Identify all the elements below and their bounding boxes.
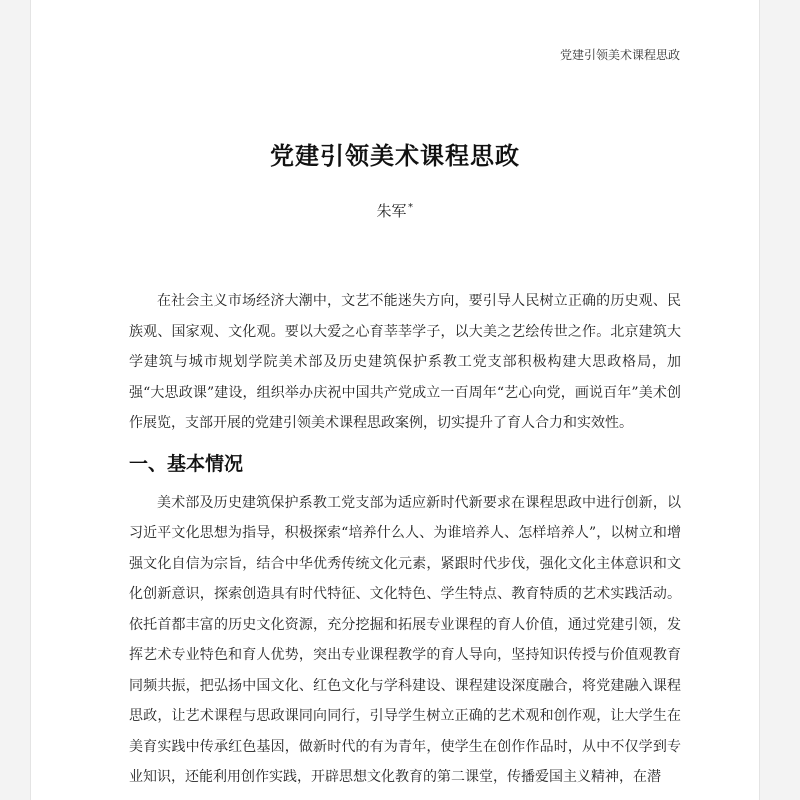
section-heading: 一、基本情况 <box>129 452 244 475</box>
article-title: 党建引领美术课程思政 <box>270 141 520 170</box>
author-footnote-mark: * <box>407 202 414 213</box>
abstract-paragraph: 在社会主义市场经济大潮中，文艺不能迷失方向，要引导人民树立正确的历史观、民族观、国家观、文化观。要以大爱之心育莘莘学子，以大美之艺绘传世之作。北京建筑大学建筑与城市规划学院美术部及历史建筑保护系教工党支部积极构建大思政格局，加强“大思政课”建设，组织举办庆祝中国共产党成立一百周年“艺心向党，画说百年”美术创作展览，支部开展的党建引领美术课程思政案例，切实提升了育人合力和实效性。 <box>129 293 681 431</box>
body-paragraph: 美术部及历史建筑保护系教工党支部为适应新时代新要求在课程思政中进行创新，以习近平文化思想为指导，积极探索“培养什么人、为谁培养人、怎样培养人”，以树立和增强文化自信为宗旨，结合中华优秀传统文化元素，紧跟时代步伐，强化文化主体意识和文化创新意识，探索创造具有时代特征、文化特色、学生特点、教育特质的艺术实践活动。依托首都丰富的历史文化资源，充分挖掘和拓展专业课程的育人价值，通过党建引领，发挥艺术专业特色和育人优势，突出专业课程教学的育人导向，坚持知识传授与价值观教育同频共振，把弘扬中国文化、红色文化与学科建设、课程建设深度融合，将党建融入课程思政，让艺术课程与思政课同向同行，引导学生树立正确的艺术观和创作观，让大学生在美育实践中传承红色基因，做新时代的有为青年，使学生在创作作品时，从中不仅学到专业知识，还能利用创作实践，开辟思想文化教育的第二课堂，传播爱国主义精神，在潜 <box>129 494 681 785</box>
author-name: 朱军 <box>376 202 407 220</box>
running-head: 党建引领美术课程思政 <box>559 48 680 62</box>
article-body <box>129 286 681 793</box>
author-line <box>31 200 759 221</box>
document-page <box>30 0 760 800</box>
